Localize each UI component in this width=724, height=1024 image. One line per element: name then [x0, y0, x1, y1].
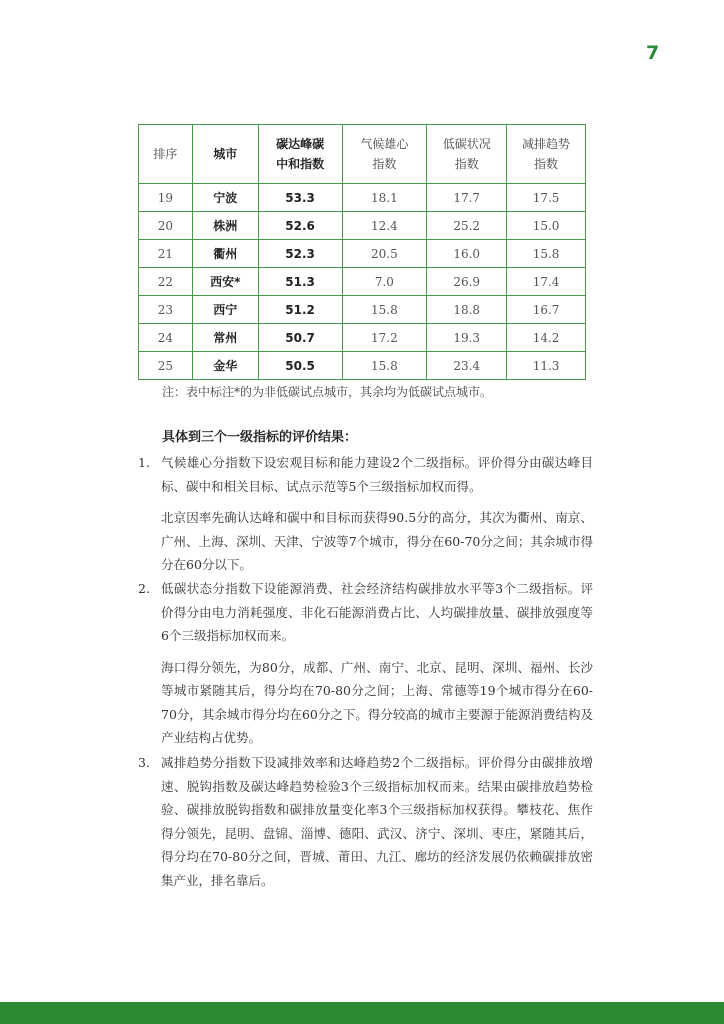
cell-score: 50.7 [258, 324, 342, 352]
cell-lowcarbon: 18.8 [427, 296, 507, 324]
cell-city: 金华 [192, 352, 258, 380]
table-row [139, 352, 586, 380]
section-heading: 具体到三个一级指标的评价结果： [162, 430, 358, 445]
cell-climate: 20.5 [342, 240, 427, 268]
table-row [139, 240, 586, 268]
cell-score: 52.6 [258, 212, 342, 240]
cell-city: 宁波 [192, 184, 258, 212]
paragraph: 气候雄心分指数下设宏观目标和能力建设2个二级指标。评价得分由碳达峰目标、碳中和相关目标、试点示范等5个三级指标加权而得。 [161, 455, 593, 494]
cell-trend: 11.3 [507, 352, 586, 380]
list-number: 2. [138, 581, 150, 596]
cell-score: 50.5 [258, 352, 342, 380]
cell-lowcarbon: 23.4 [427, 352, 507, 380]
cell-lowcarbon: 17.7 [427, 184, 507, 212]
cell-rank: 25 [139, 352, 193, 380]
list-number: 1. [138, 455, 150, 470]
cell-rank: 22 [139, 268, 193, 296]
cell-city: 常州 [192, 324, 258, 352]
cell-climate: 12.4 [342, 212, 427, 240]
table-note: 注：表中标注*的为非低碳试点城市，其余均为低碳试点城市。 [162, 385, 493, 399]
cell-climate: 15.8 [342, 352, 427, 380]
header-climate-index: 气候雄心 指数 [342, 125, 427, 184]
cell-lowcarbon: 25.2 [427, 212, 507, 240]
cell-trend: 15.0 [507, 212, 586, 240]
cell-score: 51.2 [258, 296, 342, 324]
cell-city: 西安* [192, 268, 258, 296]
list-item-lowcarbon [138, 577, 593, 750]
cell-city: 株洲 [192, 212, 258, 240]
cell-rank: 20 [139, 212, 193, 240]
cell-climate: 15.8 [342, 296, 427, 324]
table-row [139, 212, 586, 240]
page-number: 7 [646, 42, 660, 64]
cell-trend: 14.2 [507, 324, 586, 352]
cell-climate: 7.0 [342, 268, 427, 296]
footer-bar [0, 1002, 724, 1024]
table-row [139, 184, 586, 212]
header-rank: 排序 [139, 125, 193, 184]
table-row [139, 268, 586, 296]
header-trend-index: 减排趋势 指数 [507, 125, 586, 184]
paragraph: 减排趋势分指数下设减排效率和达峰趋势2个二级指标。评价得分由碳排放增速、脱钩指数及碳达峰趋势检验3个三级指标加权而来。结果由碳排放趋势检验、碳排放脱钩指数和碳排放量变化率3个三级指标加权获得。攀枝花、焦作得分领先，昆明、盘锦、淄博、德阳、武汉、济宁、深圳、枣庄，紧随其后，得分均在70-80分之间，晋城、莆田、九江、廊坊的经济发展仍依赖碳排放密集产业，排名靠后。 [161, 755, 593, 888]
cell-rank: 24 [139, 324, 193, 352]
cell-lowcarbon: 16.0 [427, 240, 507, 268]
paragraph: 海口得分领先，为80分，成都、广州、南宁、北京、昆明、深圳、福州、长沙等城市紧随其后，得分均在70-80分之间；上海、常德等19个城市得分在60-70分，其余城市得分均在60分之下。得分较高的城市主要源于能源消费结构及产业结构占优势。 [161, 659, 593, 745]
table-row [139, 324, 586, 352]
cell-trend: 16.7 [507, 296, 586, 324]
table-header-row [139, 125, 586, 184]
header-carbon-index: 碳达峰碳 中和指数 [258, 125, 342, 184]
cell-trend: 15.8 [507, 240, 586, 268]
paragraph: 北京因率先确认达峰和碳中和目标而获得90.5分的高分，其次为衢州、南京、广州、上海、深圳、天津、宁波等7个城市，得分在60-70分之间；其余城市得分在60分以下。 [161, 510, 593, 572]
cell-rank: 19 [139, 184, 193, 212]
paragraph: 低碳状态分指数下设能源消费、社会经济结构碳排放水平等3个二级指标。评价得分由电力消耗强度、非化石能源消费占比、人均碳排放量、碳排放强度等6个三级指标加权而来。 [161, 581, 593, 643]
cell-score: 51.3 [258, 268, 342, 296]
cell-rank: 23 [139, 296, 193, 324]
cell-score: 53.3 [258, 184, 342, 212]
list-item-climate [138, 451, 593, 577]
ranking-table [138, 124, 586, 380]
cell-lowcarbon: 19.3 [427, 324, 507, 352]
cell-score: 52.3 [258, 240, 342, 268]
cell-climate: 18.1 [342, 184, 427, 212]
cell-trend: 17.4 [507, 268, 586, 296]
cell-lowcarbon: 26.9 [427, 268, 507, 296]
header-lowcarbon-index: 低碳状况 指数 [427, 125, 507, 184]
cell-city: 衢州 [192, 240, 258, 268]
list-number: 3. [138, 755, 150, 770]
cell-rank: 21 [139, 240, 193, 268]
cell-trend: 17.5 [507, 184, 586, 212]
header-city: 城市 [192, 125, 258, 184]
table-row [139, 296, 586, 324]
list-item-trend [138, 751, 593, 892]
cell-climate: 17.2 [342, 324, 427, 352]
cell-city: 西宁 [192, 296, 258, 324]
